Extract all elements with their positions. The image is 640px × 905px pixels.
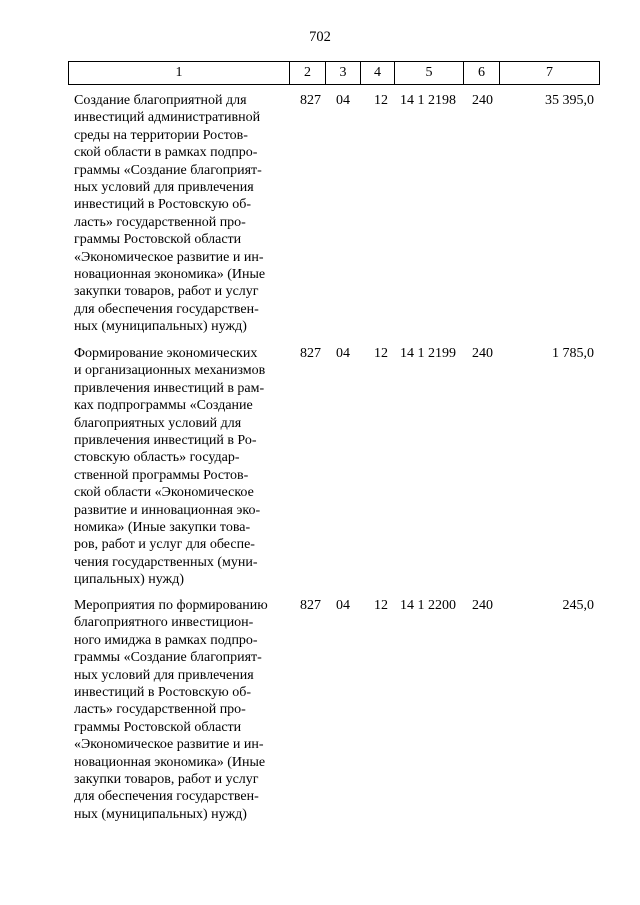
header-col-3: 3 [326, 62, 361, 85]
ministry-code: 827 [300, 93, 321, 108]
target-article-code: 14 1 2200 [400, 598, 456, 613]
amount: 1 785,0 [552, 346, 594, 361]
table-header [68, 61, 600, 85]
section-code: 04 [336, 93, 350, 108]
row-description: Мероприятия по формированию благоприятного инвестицион- ного имиджа в рамках подпро- граммы «Создание благоприят- ных условий для привлечения инвестиций в Ростовскую об- ласть» государственной про- граммы Ростовской области «Экономическое развитие и ин- новационная экономика» (Иные закупки товаров, работ и услуг для обеспечения государствен- ных (муниципальных) нужд) [74, 598, 268, 822]
header-col-4: 4 [361, 62, 395, 85]
expense-type-code: 240 [472, 346, 493, 361]
subsection-code: 12 [374, 346, 388, 361]
section-code: 04 [336, 346, 350, 361]
expense-type-code: 240 [472, 598, 493, 613]
section-code: 04 [336, 598, 350, 613]
target-article-code: 14 1 2198 [400, 93, 456, 108]
amount: 35 395,0 [545, 93, 594, 108]
ministry-code: 827 [300, 346, 321, 361]
expense-type-code: 240 [472, 93, 493, 108]
header-col-6: 6 [464, 62, 500, 85]
header-col-5: 5 [395, 62, 464, 85]
subsection-code: 12 [374, 598, 388, 613]
amount: 245,0 [562, 598, 594, 613]
target-article-code: 14 1 2199 [400, 346, 456, 361]
header-col-1: 1 [69, 62, 290, 85]
header-row [69, 62, 600, 85]
row-description: Создание благоприятной для инвестиций административной среды на территории Ростов- ской области в рамках подпро- граммы «Создание благоприят- ных условий для привлечения инвестиций в Ростовскую об- ласть» государственной про- граммы Ростовской области «Экономическое развитие и ин- новационная экономика» (Иные закупки товаров, работ и услуг для обеспечения государствен- ных (муниципальных) нужд) [74, 93, 266, 335]
header-col-2: 2 [290, 62, 326, 85]
header-col-7: 7 [500, 62, 600, 85]
subsection-code: 12 [374, 93, 388, 108]
row-description: Формирование экономических и организационных механизмов привлечения инвестиций в рам- ках подпрограммы «Создание благоприятных условий для привлечения инвестиций в Ро- стовскую область» государ- ственной программы Ростов- ской области «Экономическое развитие и инновационная эко- номика» (Иные закупки това- ров, работ и услуг для обеспе- чения государственных (муни- ципальных) нужд) [74, 346, 266, 588]
page-number: 702 [309, 29, 331, 45]
ministry-code: 827 [300, 598, 321, 613]
